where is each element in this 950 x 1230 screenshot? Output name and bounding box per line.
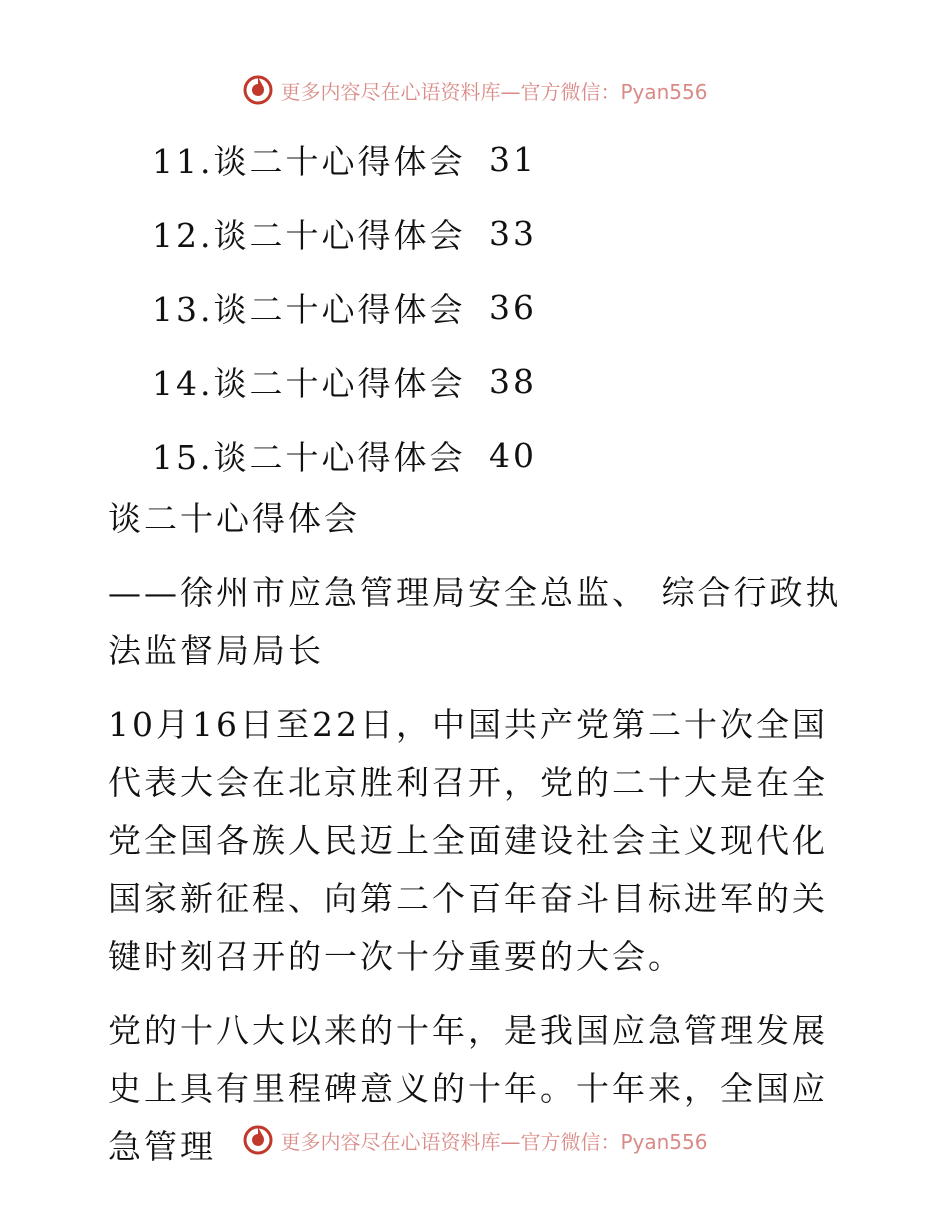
- table-of-contents: [152, 122, 537, 492]
- toc-item-page: 31: [489, 139, 537, 179]
- footer-watermark-banner: [0, 1120, 950, 1160]
- article-byline: ——徐州市应急管理局安全总监、 综合行政执法监督局局长: [108, 573, 842, 670]
- watermark-text: 更多内容尽在心语资料库—官方微信：Pyan556: [280, 79, 708, 104]
- article-heading: 谈二十心得体会: [108, 499, 360, 538]
- toc-item: [152, 270, 537, 344]
- toc-item: [152, 344, 537, 418]
- watermark-logo-icon: [242, 1124, 274, 1156]
- article-paragraph: 党的十八大以来的十年，是我国应急管理发展史上具有里程碑意义的十年。十年来，全国应急管理: [108, 1011, 828, 1166]
- watermark-logo-icon: [242, 74, 274, 106]
- article-body: [98, 490, 848, 1176]
- toc-item: [152, 418, 537, 492]
- toc-item: [152, 196, 537, 270]
- toc-item-title: 13.谈二十心得体会: [152, 289, 466, 329]
- article-paragraph: 10月16日至22日，中国共产党第二十次全国代表大会在北京胜利召开，党的二十大是在全党全国各族人民迈上全面建设社会主义现代化国家新征程、向第二个百年奋斗目标进军的关键时刻召开的一次十分重要的大会。: [108, 705, 828, 976]
- header-watermark-banner: [0, 70, 950, 110]
- watermark-text: 更多内容尽在心语资料库—官方微信：Pyan556: [280, 1129, 708, 1154]
- toc-item-title: 11.谈二十心得体会: [152, 141, 466, 181]
- toc-item-page: 36: [489, 287, 537, 327]
- toc-item-title: 15.谈二十心得体会: [152, 437, 466, 477]
- toc-item-page: 38: [489, 361, 537, 401]
- toc-item-page: 33: [489, 213, 537, 253]
- toc-item-page: 40: [489, 435, 537, 475]
- toc-item: [152, 122, 537, 196]
- toc-item-title: 12.谈二十心得体会: [152, 215, 466, 255]
- toc-item-title: 14.谈二十心得体会: [152, 363, 466, 403]
